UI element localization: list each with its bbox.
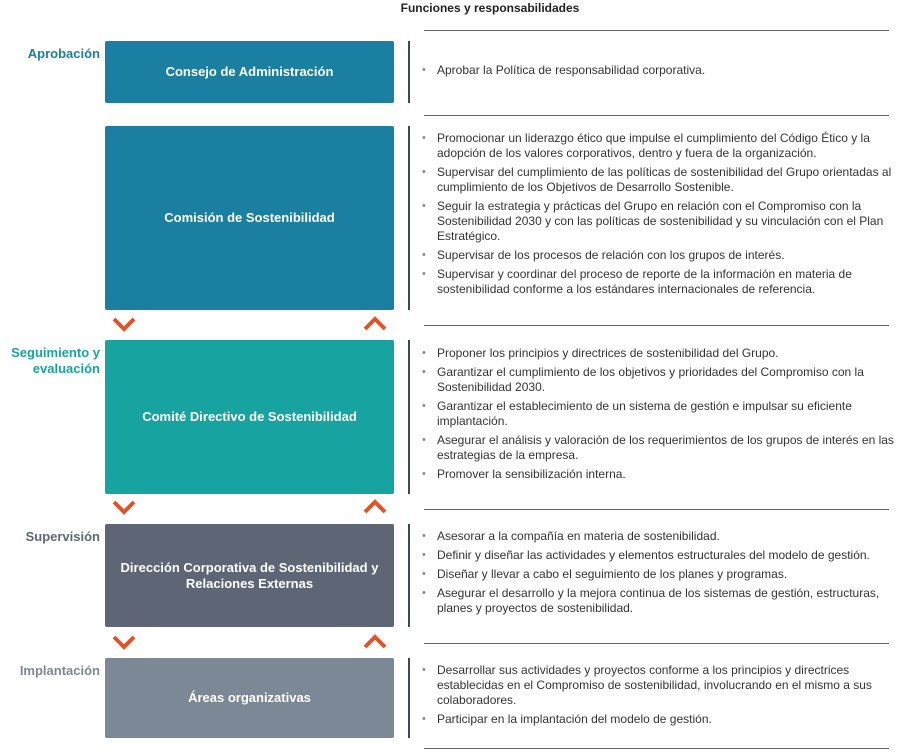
responsibilities-areas: [422, 663, 908, 731]
list-item: • Supervisar de los procesos de relación con los grupos de interés.: [422, 248, 908, 263]
list-item: • Garantizar el cumplimiento de los objetivos y prioridades del Compromiso con la Sostenibilidad 2030.: [422, 365, 908, 395]
stage-supervision: Supervisión: [25, 529, 100, 544]
divider-line: [424, 643, 889, 644]
divider-line: [424, 509, 889, 510]
list-item: • Asegurar el desarrollo y la mejora continua de los sistemas de gestión, estructuras, planes y proyectos de sostenibilidad.: [422, 586, 908, 616]
stage-implantacion: Implantación: [19, 663, 100, 678]
box-comite: Comité Directivo de Sostenibilidad: [105, 340, 394, 494]
box-comision: Comisión de Sostenibilidad: [105, 126, 394, 310]
list-item: • Seguir la estrategia y prácticas del Grupo en relación con el Compromiso con la Sostenibilidad 2030 y con las políticas de sostenibilidad y su vinculación con el Plan Estratégico.: [422, 199, 908, 244]
stage-aprobacion: Aprobación: [27, 46, 100, 61]
divider-bar: [408, 658, 410, 738]
box-direccion: Dirección Corporativa de Sostenibilidad y Relaciones Externas: [105, 524, 394, 627]
divider-bar: [408, 524, 410, 627]
responsibilities-direccion: [422, 529, 908, 620]
chevron-up-icon: [362, 499, 388, 515]
chevron-down-icon: [111, 316, 137, 332]
list-item: • Asegurar el análisis y valoración de los requerimientos de los grupos de interés en las estrategias de la empresa.: [422, 433, 908, 463]
divider-bar: [408, 41, 410, 103]
divider-bar: [408, 340, 410, 494]
responsibilities-comite: [422, 346, 908, 486]
divider-bar: [408, 126, 410, 310]
list-item: • Definir y diseñar las actividades y elementos estructurales del modelo de gestión.: [422, 548, 908, 563]
box-areas: Áreas organizativas: [105, 658, 394, 738]
list-item: • Diseñar y llevar a cabo el seguimiento de los planes y programas.: [422, 567, 908, 582]
list-item: • Aprobar la Política de responsabilidad corporativa.: [422, 63, 908, 78]
list-item: • Promover la sensibilización interna.: [422, 467, 908, 482]
box-consejo: Consejo de Administración: [105, 41, 394, 103]
diagram-title: Funciones y responsabilidades: [400, 1, 580, 15]
list-item: • Supervisar y coordinar del proceso de reporte de la información en materia de sostenibilidad conforme a los estándares internacionales de referencia.: [422, 267, 908, 297]
list-item: • Garantizar el establecimiento de un sistema de gestión e impulsar su eficiente implantación.: [422, 399, 908, 429]
list-item: • Promocionar un liderazgo ético que impulse el cumplimiento del Código Ético y la adopción de los valores corporativos, dentro y fuera de la organización.: [422, 131, 908, 161]
divider-line: [424, 30, 889, 31]
divider-line: [424, 115, 889, 116]
divider-line: [424, 748, 889, 749]
chevron-up-icon: [362, 634, 388, 650]
list-item: • Supervisar del cumplimiento de las políticas de sostenibilidad del Grupo orientadas al cumplimiento de los Objetivos de Desarrollo Sostenible.: [422, 165, 908, 195]
chevron-down-icon: [111, 634, 137, 650]
chevron-up-icon: [362, 316, 388, 332]
chevron-down-icon: [111, 499, 137, 515]
stage-seguimiento: Seguimiento y evaluación: [11, 345, 100, 376]
responsibilities-consejo: [422, 63, 908, 82]
list-item: • Desarrollar sus actividades y proyectos conforme a los principios y directrices establecidas en el Compromiso de sostenibilidad, involucrando en el mismo a sus colaboradores.: [422, 663, 908, 708]
list-item: • Participar en la implantación del modelo de gestión.: [422, 712, 908, 727]
list-item: • Asesorar a la compañía en materia de sostenibilidad.: [422, 529, 908, 544]
responsibilities-comision: [422, 131, 908, 301]
list-item: • Proponer los principios y directrices de sostenibilidad del Grupo.: [422, 346, 908, 361]
divider-line: [424, 325, 889, 326]
